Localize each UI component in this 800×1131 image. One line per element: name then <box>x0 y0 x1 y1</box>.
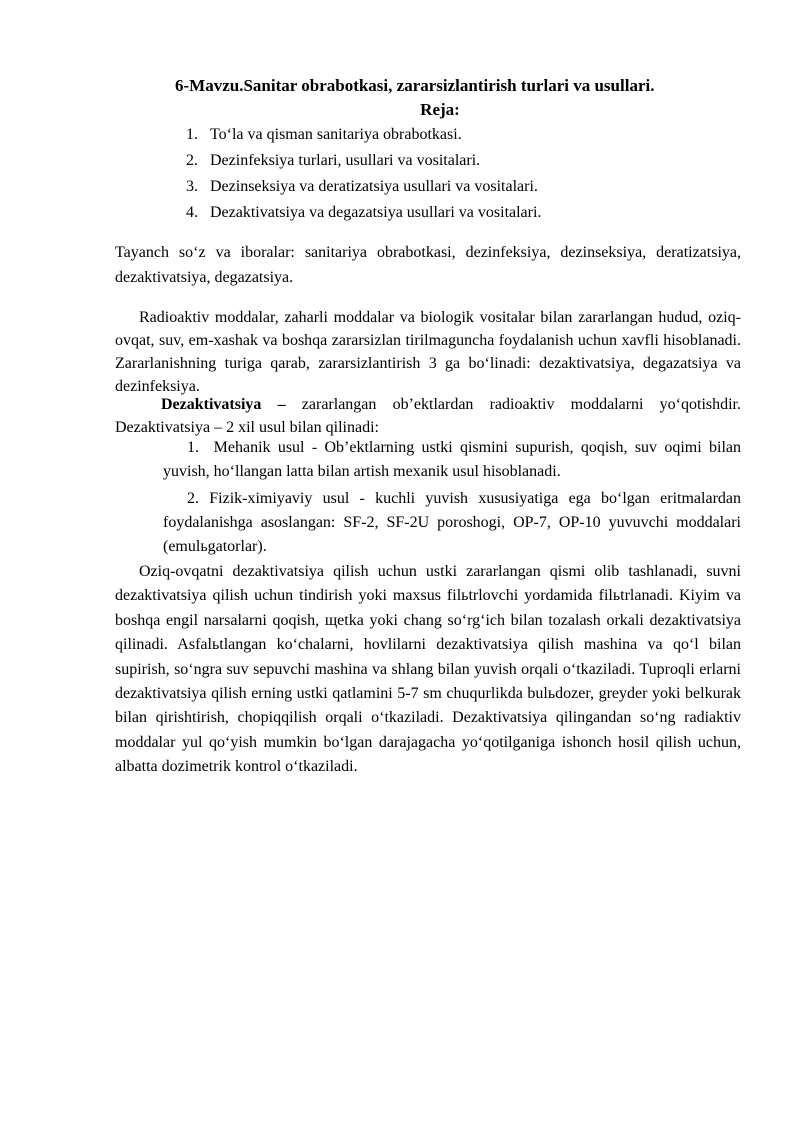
plan-item-number: 3. <box>186 178 198 195</box>
dezaktivatsiya-definition: zararlangan ob’ektlardan radioaktiv moddalarni yo‘qotishdir. Dezaktivatsiya – 2 xil usul bilan qilinadi: <box>115 396 741 436</box>
plan-item-text: To‘la va qisman sanitariya obrabotkasi. <box>210 126 462 143</box>
plan-item <box>186 174 541 200</box>
keywords-paragraph: Tayanch so‘z va iboralar: sanitariya obrabotkasi, dezinfeksiya, dezinseksiya, deratizatsiya, dezaktivatsiya, degazatsiya. <box>115 244 741 286</box>
method-item <box>163 436 741 484</box>
method-text: Fizik-ximiyaviy usul - kuchli yuvish xususiyatiga ega bo‘lgan eritmalardan foydalanishga asoslangan: SF-2, SF-2U poroshogi, OP-7, OP-10 yuvuvchi moddalari (emulьgatorlar). <box>163 490 742 555</box>
plan-list <box>186 122 541 226</box>
plan-item-number: 2. <box>186 152 198 169</box>
method-number: 2. <box>187 490 199 507</box>
plan-item-text: Dezaktivatsiya va degazatsiya usullari va vositalari. <box>210 204 542 221</box>
plan-item-text: Dezinseksiya va deratizatsiya usullari va vositalari. <box>210 178 538 195</box>
plan-item-number: 4. <box>186 204 198 221</box>
plan-item <box>186 122 541 148</box>
dezaktivatsiya-paragraph <box>115 393 741 439</box>
document-title: 6-Mavzu.Sanitar obrabotkasi, zararsizlantirish turlari va usullari. <box>175 76 655 95</box>
method-number: 1. <box>187 439 199 456</box>
plan-item <box>186 148 541 174</box>
plan-item-text: Dezinfeksiya turlari, usullari va vositalari. <box>210 152 481 169</box>
method-text: Mehanik usul - Ob’ektlarning ustki qismini supurish, qoqish, suv oqimi bilan yuvish, ho‘llangan latta bilan artish mexanik usul hisoblanadi. <box>163 439 742 480</box>
food-dezaktivatsiya-paragraph: Oziq-ovqatni dezaktivatsiya qilish uchun ustki zararlangan qismi olib tashlanadi, suvni dezaktivatsiya qilish uchun tindirish yoki maxsus filьtrlovchi yordamida filьtrlanadi. Kiyim va boshqa engil narsalarni qoqish, щetka yoki chang so‘rg‘ich bilan tozalash orkali dezaktivatsiya qilinadi. Asfalьtlangan ko‘chalarni, hovlilarni dezaktivatsiya qilish mashina va qo‘l bilan supirish, so‘ngra suv sepuvchi mashina va shlang bilan yuvish orqali o‘tkaziladi. Tuproqli erlarni dezaktivatsiya qilish erning ustki qatlamini 5-7 sm chuqurlikda bulьdozer, greyder yoki belkurak bilan qirishtirish, chopiqqilish orqali o‘tkaziladi. Dezaktivatsiya qilingandan so‘ng radiaktiv moddalar yul qo‘yish mumkin bo‘lgan darajagacha yo‘qotilganiga ishonch hosil qilish uchun, albatta dozimetrik kontrol o‘tkaziladi. <box>115 563 741 776</box>
plan-heading: Reja: <box>420 100 460 119</box>
method-item <box>163 487 741 559</box>
plan-item-number: 1. <box>186 126 198 143</box>
dezaktivatsiya-term: Dezaktivatsiya – <box>161 396 286 413</box>
plan-item <box>186 200 541 226</box>
intro-paragraph: Radioaktiv moddalar, zaharli moddalar va biologik vositalar bilan zararlangan hudud, oziq-ovqat, suv, em-xashak va boshqa zararsizlan tirilmaguncha foydalanish uchun xavfli hisoblanadi. Zararlanishning turiga qarab, zararsizlantirish 3 ga bo‘linadi: dezaktivatsiya, degazatsiya va dezinfeksiya. <box>115 309 741 395</box>
